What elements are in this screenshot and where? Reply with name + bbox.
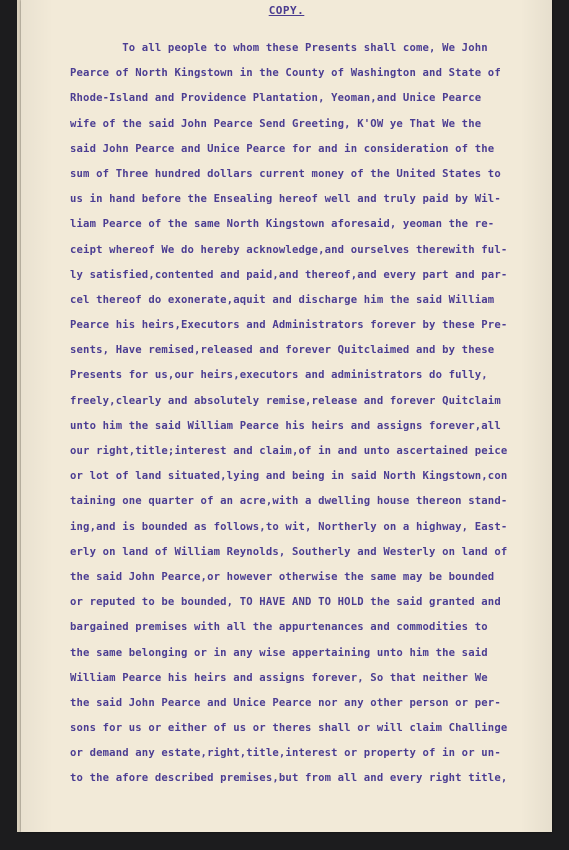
text-line: sum of Three hundred dollars current money of the United States to: [70, 167, 501, 180]
text-line: said John Pearce and Unice Pearce for and in consideration of the: [70, 142, 495, 155]
text-line: sents, Have remised,released and forever Quitclaimed and by these: [70, 344, 495, 357]
text-line: erly on land of William Reynolds, Southerly and Westerly on land of: [70, 545, 508, 558]
text-line: the said John Pearce,or however otherwise the same may be bounded: [70, 570, 495, 583]
text-line: or demand any estate,right,title,interest or property of in or un-: [70, 747, 501, 760]
text-line: sons for us or either of us or theres shall or will claim Challinge: [70, 722, 508, 735]
text-line: freely,clearly and absolutely remise,release and forever Quitclaim: [70, 394, 501, 407]
text-line: unto him the said William Pearce his heirs and assigns forever,all: [70, 419, 501, 432]
text-line: William Pearce his heirs and assigns forever, So that neither We: [70, 671, 488, 684]
document-heading: COPY.: [268, 4, 305, 17]
text-line: us in hand before the Ensealing hereof well and truly paid by Wil-: [70, 193, 501, 206]
text-line: wife of the said John Pearce Send Greeting, K'OW ye That We the: [70, 117, 482, 130]
text-line: Presents for us,our heirs,executors and administrators do fully,: [70, 369, 488, 382]
document-page: [21, 0, 552, 832]
text-line: cel thereof do exonerate,aquit and discharge him the said William: [70, 293, 495, 306]
text-line: the same belonging or in any wise appertaining unto him the said: [70, 646, 488, 659]
text-line: or reputed to be bounded, TO HAVE AND TO HOLD the said granted and: [70, 596, 501, 609]
text-line: ly satisfied,contented and paid,and thereof,and every part and par-: [70, 268, 508, 281]
text-line: Rhode-Island and Providence Plantation, Yeoman,and Unice Pearce: [70, 92, 482, 105]
text-line: ceipt whereof We do hereby acknowledge,and ourselves therewith ful-: [70, 243, 508, 256]
text-line: To all people to whom these Presents shall come, We John: [70, 42, 488, 54]
text-line: the said John Pearce and Unice Pearce nor any other person or per-: [70, 696, 501, 709]
text-line: our right,title;interest and claim,of in and unto ascertained peice: [70, 445, 508, 457]
text-line: bargained premises with all the appurtenances and commodities to: [70, 621, 488, 634]
document-body: [70, 36, 540, 792]
text-line: taining one quarter of an acre,with a dwelling house thereon stand-: [70, 495, 508, 508]
text-line: Pearce his heirs,Executors and Administrators forever by these Pre-: [70, 319, 508, 332]
text-line: ing,and is bounded as follows,to wit, Northerly on a highway, East-: [70, 520, 508, 533]
text-line: to the afore described premises,but from all and every right title,: [70, 772, 508, 785]
text-line: Pearce of North Kingstown in the County of Washington and State of: [70, 67, 501, 80]
text-line: or lot of land situated,lying and being in said North Kingstown,con: [70, 470, 508, 483]
text-line: liam Pearce of the same North Kingstown aforesaid, yeoman the re-: [70, 218, 495, 231]
